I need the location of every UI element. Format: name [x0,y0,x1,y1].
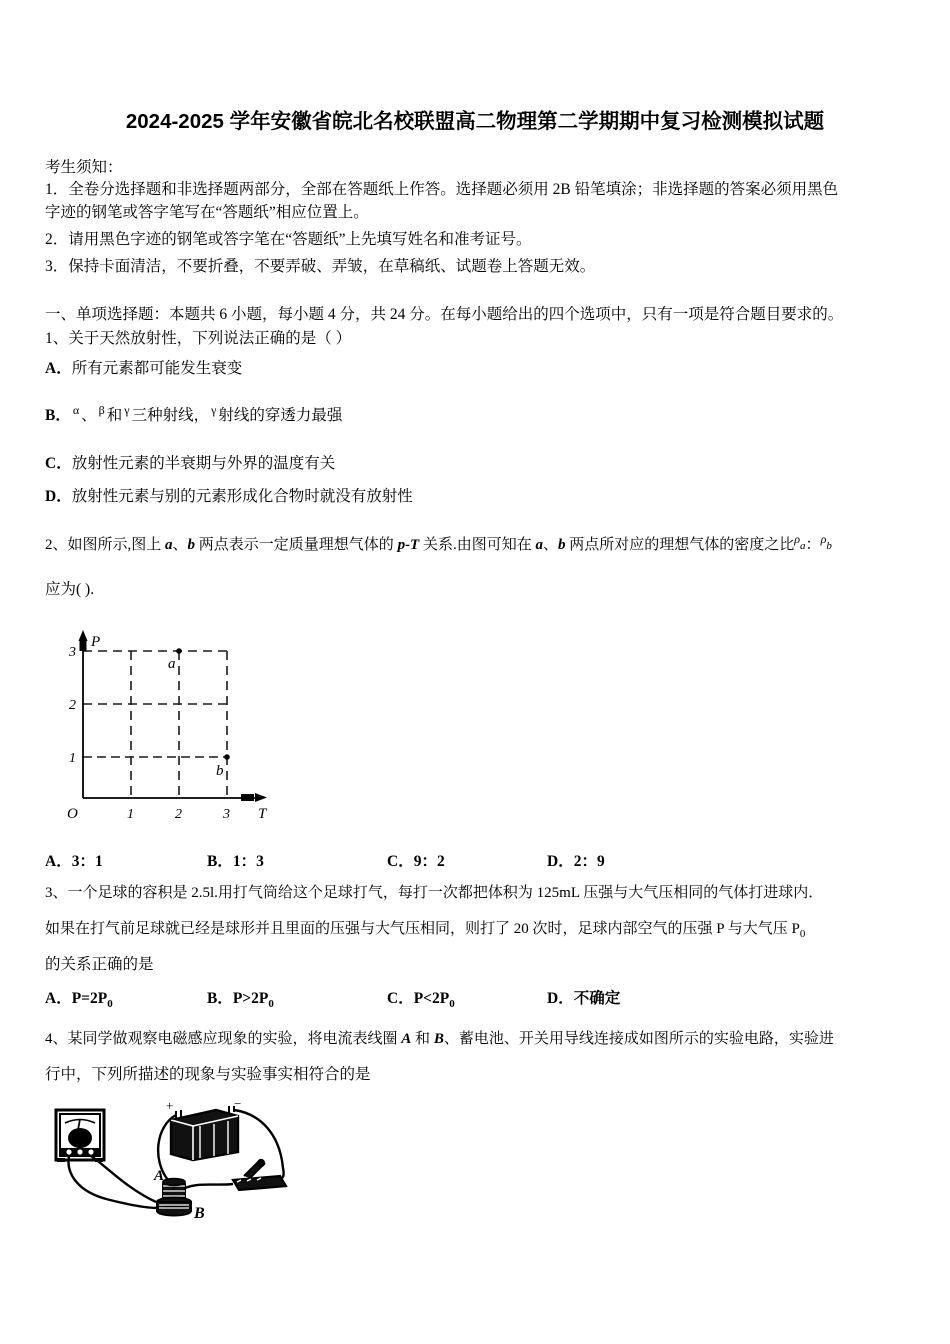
question-3-number: 3、 [45,885,68,901]
gamma-symbol: γ [124,403,130,417]
alpha-symbol: α [72,403,80,417]
data-point-a [176,648,182,654]
q3-answer-a-label: A． [45,990,72,1007]
battery-icon [171,1106,238,1160]
beta-symbol: β [98,403,105,417]
q3-answer-d-label: D． [547,990,574,1007]
q2-ratio-colon: ： [805,537,821,553]
origin-label: O [67,806,78,822]
coil-a-label: A [154,1168,165,1184]
q2-answer-a[interactable]: A．3：1 [45,853,103,870]
q2-mid3: 关系.由图可知在 [419,537,536,553]
y-axis-arrow [79,630,88,641]
y-tick-1: 1 [69,751,76,766]
option-b-mid: 和 [106,407,123,425]
option-b-label: B． [45,407,71,425]
notice-line-1-cont: 字迹的钢笔或答字笔写在“答题纸”相应位置上。 [45,204,369,221]
x-tick-2: 2 [175,807,182,822]
q4-coil-a: A [401,1031,412,1047]
x-axis-arrow [255,793,267,802]
q2-point-a: a [165,537,173,553]
question-3-line-1 [45,881,925,905]
x-tick-1: 1 [127,807,134,822]
q2-mid2: 两点表示一定质量理想气体的 [195,537,398,553]
option-b-sep1: 、 [81,407,97,425]
galvanometer-internals [57,1119,103,1162]
q2-answer-c[interactable]: C．9：2 [387,853,445,870]
y-tick-3: 3 [69,645,76,660]
notice-heading: 考生须知： [45,159,123,176]
pt-graph-svg [55,628,305,833]
question-1-text: 关于天然放射性，下列说法正确的是（ ） [68,330,352,347]
q4-mid: 和 [411,1031,434,1047]
point-a-label: a [168,656,176,672]
question-2-stem-line-2: 应为( ). [45,581,95,598]
q3-answer-b-expr: P>2P [232,990,269,1007]
question-1-stem [45,327,925,351]
question-1-option-c[interactable] [45,452,925,476]
x-axis-arrow-block [241,794,254,801]
circuit-figure [48,1096,338,1221]
q2-answer-d[interactable]: D．2：9 [547,853,605,870]
gamma-symbol-2: γ [211,403,217,417]
question-2-number: 2、 [45,537,68,553]
y-tick-2: 2 [69,698,76,713]
q3-answer-b[interactable] [207,986,387,1010]
option-d-text: 放射性元素与别的元素形成化合物时就没有放射性 [71,488,413,505]
question-1-option-b[interactable] [45,398,925,428]
q4-post: 、蓄电池、开关用导线连接成如图所示的实验电路，实验进 [443,1031,834,1047]
q2-point-b2: b [558,537,566,553]
q3-answer-d[interactable] [547,986,620,1008]
notice-line-2: 2．请用黑色字迹的钢笔或答字笔在“答题纸”上先填写姓名和准考证号。 [45,231,532,248]
q3-answer-c-expr: P<2P [413,990,450,1007]
q2-point-a2: a [535,537,543,553]
point-b-label: b [216,763,224,779]
y-axis-label: P [91,634,101,650]
q3-answer-a-sub: 0 [107,998,113,1011]
page-title: 2024-2025 学年安徽省皖北名校联盟高二物理第二学期期中复习检测模拟试题 [125,110,825,133]
rho-b-subscript: b [826,540,832,552]
q2-mid1: 、 [172,537,188,553]
notice-line-1: 1．全卷分选择题和非选择题两部分，全部在答题纸上作答。选择题必须用 2B 铅笔填涂；非选择题的答案必须用黑色 [45,181,839,198]
battery-polarity-labels [166,1096,241,1113]
q3-answer-d-expr: 不确定 [573,990,621,1007]
q3-answer-c[interactable] [387,986,547,1010]
coil-b-label: B [194,1205,205,1221]
battery-plus-label: + [166,1098,174,1113]
q3-answer-c-label: C． [387,990,414,1007]
q2-answer-b[interactable]: B．1：3 [207,853,264,870]
question-3-line-3: 的关系正确的是 [45,956,154,973]
q3-p0-subscript: 0 [799,928,806,940]
question-1-option-d[interactable] [45,485,925,509]
battery-minus-label: − [234,1096,242,1111]
q2-point-b: b [187,537,196,553]
data-point-b [224,754,230,760]
question-1-option-a[interactable] [45,357,925,381]
pressure-temperature-graph [55,628,305,833]
q2-pT-label: p-T [397,537,420,553]
q4-coil-b: B [433,1031,444,1047]
question-3-line-2 [45,917,925,946]
question-4-number: 4、 [45,1031,68,1047]
q3-answer-b-label: B． [207,990,233,1007]
option-a-label: A． [45,360,72,377]
circuit-svg [48,1096,338,1221]
notice-line-3: 3．保持卡面清洁，不要折叠，不要弄破、弄皱，在草稿纸、试题卷上答题无效。 [45,258,596,275]
option-c-label: C． [45,455,72,472]
question-3-answer-row [45,986,925,1010]
switch-icon [233,1160,286,1190]
option-b-tail2: 射线的穿透力最强 [218,407,343,425]
option-c-text: 放射性元素的半衰期与外界的温度有关 [71,455,336,472]
q3-answer-b-sub: 0 [268,998,274,1011]
q4-pre: 某同学做观察电磁感应现象的实验，将电流表线圈 [67,1031,402,1047]
rho-a-subscript: a [800,540,806,552]
question-2-answer-row [45,849,925,871]
section-heading: 一、单项选择题：本题共 6 小题，每小题 4 分，共 24 分。在每小题给出的四个选项中，只有一项是符合题目要求的。 [45,306,844,323]
question-4-line-1 [45,1027,925,1051]
rho-b-symbol: ρ [820,532,827,546]
q2-pre: 如图所示,图上 [67,537,166,553]
q2-mid4: 、 [543,537,559,553]
option-d-label: D． [45,488,72,505]
q3-answer-c-sub: 0 [449,998,455,1011]
coil-b-icon [157,1198,191,1216]
q3-answer-a-expr: P=2P [71,990,108,1007]
question-1-number: 1、 [45,330,69,347]
question-2-stem-line-1 [45,527,925,558]
option-a-text: 所有元素都可能发生衰变 [71,360,243,377]
option-b-tail1: 三种射线， [131,407,210,425]
question-4-line-2: 行中，下列所描述的现象与实验事实相符合的是 [45,1066,371,1083]
x-tick-3: 3 [223,807,230,822]
x-axis-label: T [258,806,267,822]
q3-text-2: 如果在打气前足球就已经是球形并且里面的压强与大气压相同，则打了 20 次时，足球内部空气的压强 P 与大气压 P [45,921,800,937]
q3-answer-a[interactable] [45,986,207,1010]
rho-a-symbol: ρ [794,532,801,546]
q2-mid5: 两点所对应的理想气体的密度之比 [565,537,795,553]
q3-text-1: 一个足球的容积是 2.5l.用打气筒给这个足球打气，每打一次都把体积为 125mL 压强与大气压相同的气体打进球内． [67,885,824,901]
